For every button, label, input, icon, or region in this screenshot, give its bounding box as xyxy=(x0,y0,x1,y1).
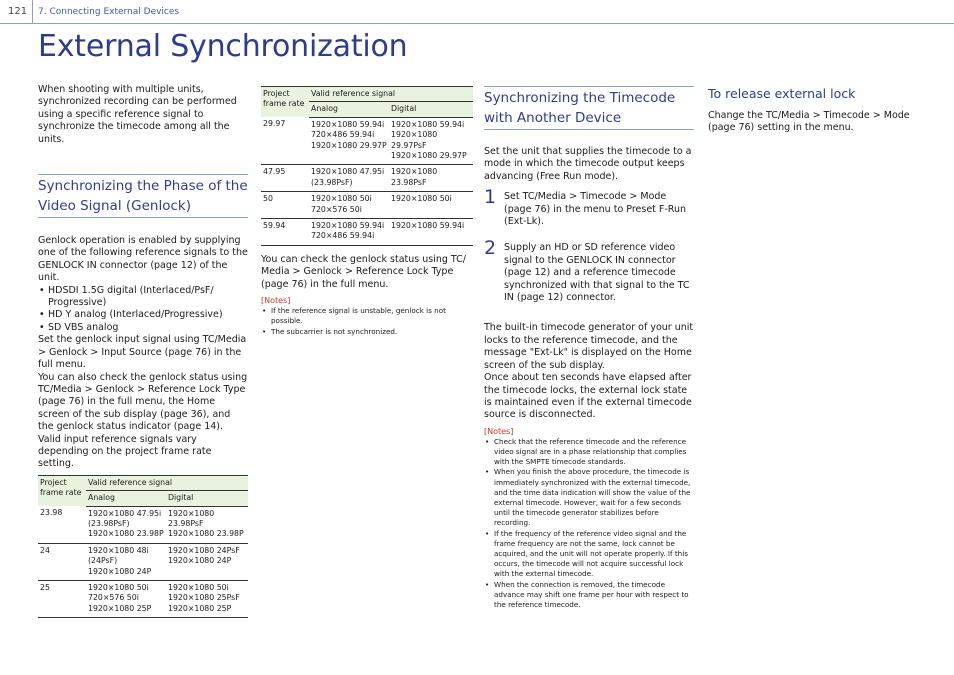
cell-analog xyxy=(86,506,166,543)
cell-line: 720×486 59.94i xyxy=(311,231,375,241)
table-row xyxy=(261,165,473,192)
note-item: • When you finish the above procedure, the timecode is immediately synchronized with the external timecode, and the time data indication will show the value of the external timecode. However, wait for a few seconds until the timecode generator stabilizes before recording. xyxy=(484,467,694,528)
intro-paragraph: When shooting with multiple units, synchronized recording can be performed using a specific reference signal to synchronize the timecode among all the units. xyxy=(38,84,237,145)
cell-frame-rate: 24 xyxy=(38,543,86,580)
table-row xyxy=(261,219,473,246)
step-1 xyxy=(484,186,694,228)
cell-frame-rate: 59.94 xyxy=(261,219,309,246)
table-row xyxy=(38,581,248,618)
list-item: • SD VBS analog xyxy=(38,322,248,334)
header-analog: Analog xyxy=(86,491,166,506)
page-header xyxy=(0,0,954,24)
header-valid-reference-signal: Valid reference signal xyxy=(309,87,473,102)
cell-line: 1920×1080 47.95i (23.98PsF) xyxy=(311,167,385,187)
reference-signal-table-2 xyxy=(261,86,473,246)
header-valid-reference-signal: Valid reference signal xyxy=(86,475,248,490)
cell-line: 1920×1080 29.97P xyxy=(391,151,467,161)
cell-line: 1920×1080 50i xyxy=(391,194,452,204)
cell-line: 1920×1080 59.94i xyxy=(311,221,385,231)
note-item: • The subcarrier is not synchronized. xyxy=(261,327,473,337)
cell-line: 1920×1080 59.94i xyxy=(391,221,465,231)
cell-line: 1920×1080 29.97P xyxy=(311,140,387,150)
note-item: • If the frequency of the reference video signal and the frame frequency are not the same, lock cannot be acquired, and the unit will not operate properly. If this occurs, the timecode will not acquire successful lock with the external timecode. xyxy=(484,529,694,580)
cell-frame-rate: 47.95 xyxy=(261,165,309,192)
cell-analog xyxy=(86,543,166,580)
cell-line: 1920×1080 29.97PsF xyxy=(391,130,438,150)
cell-analog xyxy=(309,117,389,165)
cell-digital xyxy=(389,192,473,219)
column-3 xyxy=(484,86,694,610)
column-4 xyxy=(708,86,918,135)
cell-line: 1920×1080 25P xyxy=(168,603,232,613)
cell-line: 1920×1080 23.98PsF xyxy=(391,167,438,187)
cell-line: 720×576 50i xyxy=(88,593,139,603)
header-digital: Digital xyxy=(389,102,473,117)
cell-digital xyxy=(166,506,248,543)
genlock-intro: Genlock operation is enabled by supplying one of the following reference signals to the GENLOCK IN connector (page 12) of the unit. xyxy=(38,235,248,284)
table-row xyxy=(261,192,473,219)
header-analog: Analog xyxy=(309,102,389,117)
cell-line: 720×486 59.94i xyxy=(311,130,375,140)
cell-line: 1920×1080 59.94i xyxy=(311,119,385,129)
chapter-link[interactable]: 7. Connecting External Devices xyxy=(38,7,180,17)
cell-line: 1920×1080 47.95i (23.98PsF) xyxy=(88,508,162,528)
cell-analog xyxy=(309,219,389,246)
cell-digital xyxy=(389,165,473,192)
cell-digital xyxy=(389,117,473,165)
notes-list xyxy=(484,437,694,610)
cell-line: 1920×1080 25PsF xyxy=(168,593,240,603)
cell-line: 1920×1080 23.98P xyxy=(88,529,164,539)
genlock-status-paragraph: You can check the genlock status using TC/ Media > Genlock > Reference Lock Type (page 76) in the full menu. xyxy=(261,253,466,290)
cell-line: 1920×1080 48i (24PsF) xyxy=(88,545,149,566)
cell-line: 1920×1080 50i xyxy=(88,583,149,592)
header-project-frame-rate: Project frame rate xyxy=(38,475,86,506)
step-number: 2 xyxy=(484,237,497,260)
header-divider xyxy=(32,0,33,24)
external-lock-paragraph: Once about ten seconds have elapsed after the timecode locks, the external lock state is maintained even if the external timecode source is disconnected. xyxy=(484,372,692,421)
cell-line: 1920×1080 24PsF xyxy=(168,545,240,555)
cell-digital xyxy=(166,581,248,618)
set-input-paragraph: Set the genlock input signal using TC/Media > Genlock > Input Source (page 76) in the full menu. xyxy=(38,334,247,371)
notes-label: [Notes] xyxy=(484,426,514,436)
cell-line: 1920×1080 24P xyxy=(88,566,152,576)
notes-list xyxy=(261,306,473,337)
list-item: • HD Y analog (Interlaced/Progressive) xyxy=(38,309,248,321)
column-2 xyxy=(261,86,473,337)
column-1 xyxy=(38,84,248,618)
table-row xyxy=(38,506,248,543)
step-number: 1 xyxy=(484,186,497,209)
cell-line: 1920×1080 59.94i xyxy=(391,119,465,129)
list-item: • HDSDI 1.5G digital (Interlaced/PsF/ Progressive) xyxy=(38,285,248,310)
check-status-paragraph: You can also check the genlock status using TC/Media > Genlock > Reference Lock Type (page 76) in the full menu, the Home screen of the sub display (page 36), and the genlock status indicator (page 14). xyxy=(38,371,248,433)
cell-digital xyxy=(389,219,473,246)
cell-frame-rate: 29.97 xyxy=(261,117,309,165)
page-number: 121 xyxy=(8,6,28,17)
header-digital: Digital xyxy=(166,491,248,506)
note-item: • When the connection is removed, the timecode advance may shift one frame per hour with respect to the reference timecode. xyxy=(484,580,694,611)
step-text: Set TC/Media > Timecode > Mode (page 76) in the menu to Preset F-Run (Ext-Lk). xyxy=(504,191,687,228)
timecode-sync-heading: Synchronizing the Timecode with Another Device xyxy=(484,86,694,130)
genlock-heading: Synchronizing the Phase of the Video Signal (Genlock) xyxy=(38,174,248,218)
cell-analog xyxy=(309,165,389,192)
release-lock-text: Change the TC/Media > Timecode > Mode (page 76) setting in the menu. xyxy=(708,110,910,134)
cell-line: 1920×1080 23.98P xyxy=(168,529,244,539)
valid-signals-paragraph: Valid input reference signals vary depending on the project frame rate setting. xyxy=(38,433,212,470)
cell-analog xyxy=(309,192,389,219)
cell-line: 1920×1080 50i xyxy=(168,583,229,592)
reference-signal-table-1 xyxy=(38,475,248,618)
cell-line: 1920×1080 50i xyxy=(311,194,372,204)
cell-frame-rate: 25 xyxy=(38,581,86,618)
signal-list xyxy=(38,285,248,335)
table-row xyxy=(38,543,248,580)
cell-line: 1920×1080 24P xyxy=(168,556,232,566)
cell-analog xyxy=(86,581,166,618)
header-project-frame-rate: Project frame rate xyxy=(261,87,309,118)
note-item: • If the reference signal is unstable, genlock is not possible. xyxy=(261,306,473,326)
table-row xyxy=(261,117,473,165)
timecode-intro: Set the unit that supplies the timecode to a mode in which the timecode output keeps advancing (Free Run mode). xyxy=(484,146,692,182)
cell-line: 1920×1080 23.98PsF xyxy=(168,508,215,528)
release-lock-heading: To release external lock xyxy=(708,86,856,101)
note-item: • Check that the reference timecode and the reference video signal are in a phase relationship that complies with the SMPTE timecode standards. xyxy=(484,437,694,468)
cell-frame-rate: 23.98 xyxy=(38,506,86,543)
step-text: Supply an HD or SD reference video signal to the GENLOCK IN connector (page 12) and a reference timecode synchronized with that signal to the TC IN (page 12) connector. xyxy=(504,242,690,304)
cell-digital xyxy=(166,543,248,580)
builtin-generator-paragraph: The built-in timecode generator of your unit locks to the reference timecode, and the message "Ext-Lk" is displayed on the Home screen of the sub display. xyxy=(484,322,694,371)
page-title: External Synchronization xyxy=(38,29,408,64)
cell-line: 720×576 50i xyxy=(311,204,362,214)
step-2 xyxy=(484,237,694,304)
cell-frame-rate: 50 xyxy=(261,192,309,219)
notes-label: [Notes] xyxy=(261,296,291,306)
cell-line: 1920×1080 25P xyxy=(88,603,152,613)
